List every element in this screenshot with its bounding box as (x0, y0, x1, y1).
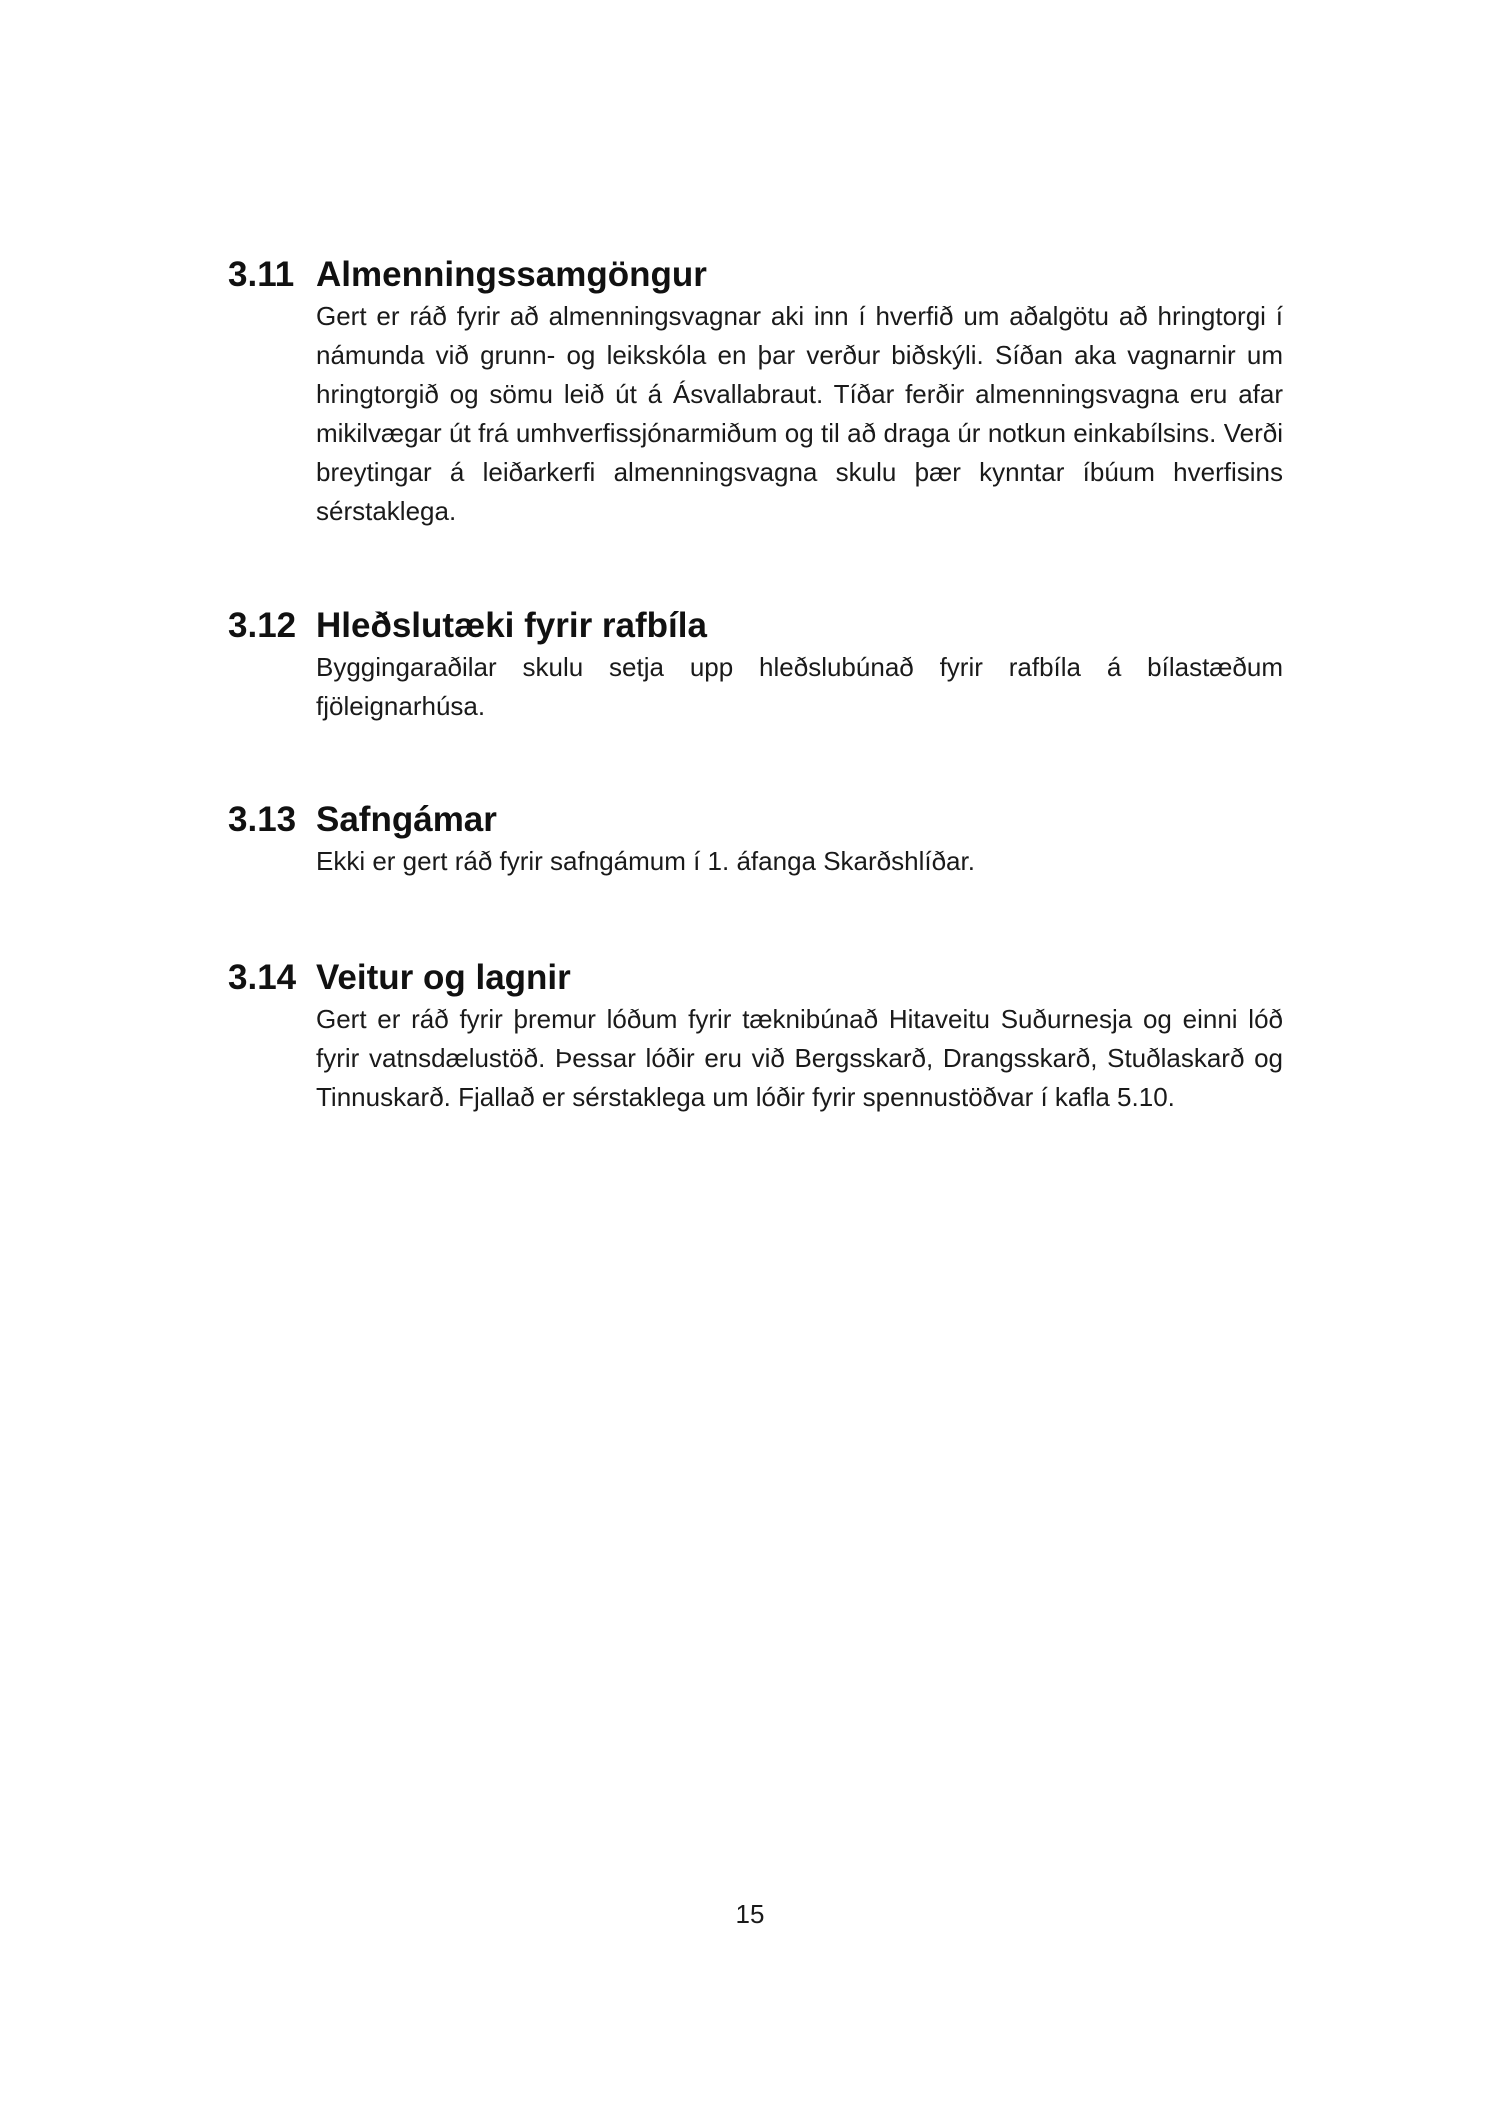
section-heading (228, 255, 1283, 295)
section-number: 3.12 (228, 606, 297, 645)
section-number: 3.13 (228, 800, 297, 839)
section-number: 3.11 (228, 255, 295, 294)
section-body: Gert er ráð fyrir þremur lóðum fyrir tæknibúnað Hitaveitu Suðurnesja og einni lóð fyrir vatnsdælustöð. Þessar lóðir eru við Bergsskarð, Drangsskarð, Stuðlaskarð og Tinnuskarð. Fjallað er sérstaklega um lóðir fyrir spennustöðvar í kafla 5.10. (316, 1004, 1283, 1112)
section-3-14 (228, 958, 1283, 1117)
section-body: Gert er ráð fyrir að almenningsvagnar aki inn í hverfið um aðalgötu að hringtorgi í námunda við grunn- og leikskóla en þar verður biðskýli. Síðan aka vagnarnir um hringtorgið og sömu leið út á Ásvallabraut. Tíðar ferðir almenningsvagna eru afar mikilvægar út frá umhverfissjónarmiðum og til að draga úr notkun einkabílsins. Verði breytingar á leiðarkerfi almenningsvagna skulu þær kynntar íbúum hverfisins sérstaklega. (316, 301, 1283, 526)
section-title: Almenningssamgöngur (316, 255, 707, 294)
section-body: Ekki er gert ráð fyrir safngámum í 1. áfanga Skarðshlíðar. (316, 846, 975, 876)
section-3-12 (228, 606, 1283, 726)
page-number: 15 (735, 1899, 765, 1929)
section-title: Veitur og lagnir (316, 958, 571, 997)
section-heading (228, 800, 1283, 840)
section-3-11 (228, 255, 1283, 531)
section-title: Hleðslutæki fyrir rafbíla (316, 606, 707, 645)
section-number: 3.14 (228, 958, 297, 997)
section-heading (228, 606, 1283, 646)
section-title: Safngámar (316, 800, 497, 839)
section-heading (228, 958, 1283, 998)
section-3-13 (228, 800, 1283, 881)
section-body: Byggingaraðilar skulu setja upp hleðslubúnað fyrir rafbíla á bílastæðum fjöleignarhúsa. (316, 652, 1283, 721)
